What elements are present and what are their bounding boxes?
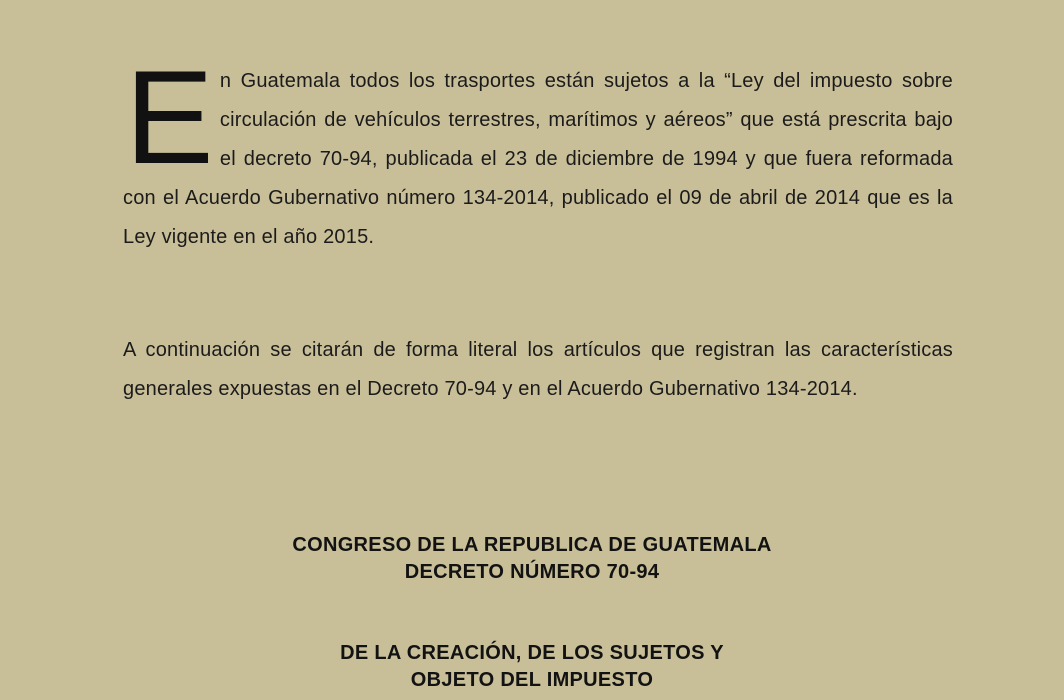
- intro-paragraph: [123, 44, 953, 257]
- section-heading: [0, 640, 1064, 694]
- section-title-line-2: OBJETO DEL IMPUESTO: [410, 669, 654, 691]
- decree-heading: [0, 532, 1064, 586]
- congress-title: CONGRESO DE LA REPUBLICA DE GUATEMALA: [292, 534, 772, 556]
- section-title-line-1: DE LA CREACIÓN, DE LOS SUJETOS Y: [340, 642, 724, 664]
- decree-number: DECRETO NÚMERO 70-94: [404, 561, 660, 583]
- intro-text: n Guatemala todos los trasportes están sujetos a la “Ley del impuesto sobre circulación de vehículos terrestres, marítimos y aéreos” que está prescrita bajo el decreto 70-94, publicada el 23 de diciembre de 1994 y que fuera reformada con el Acuerdo Gubernativo número 134-2014, publicado el 09 de abril de 2014 que es la Ley vigente en el año 2015.: [123, 70, 953, 248]
- document-body: [123, 44, 953, 409]
- continuation-paragraph: A continuación se citarán de forma literal los artículos que registran las características generales expuestas en el Decreto 70-94 y en el Acuerdo Gubernativo 134-2014.: [123, 339, 953, 400]
- drop-cap-letter: E: [125, 44, 214, 192]
